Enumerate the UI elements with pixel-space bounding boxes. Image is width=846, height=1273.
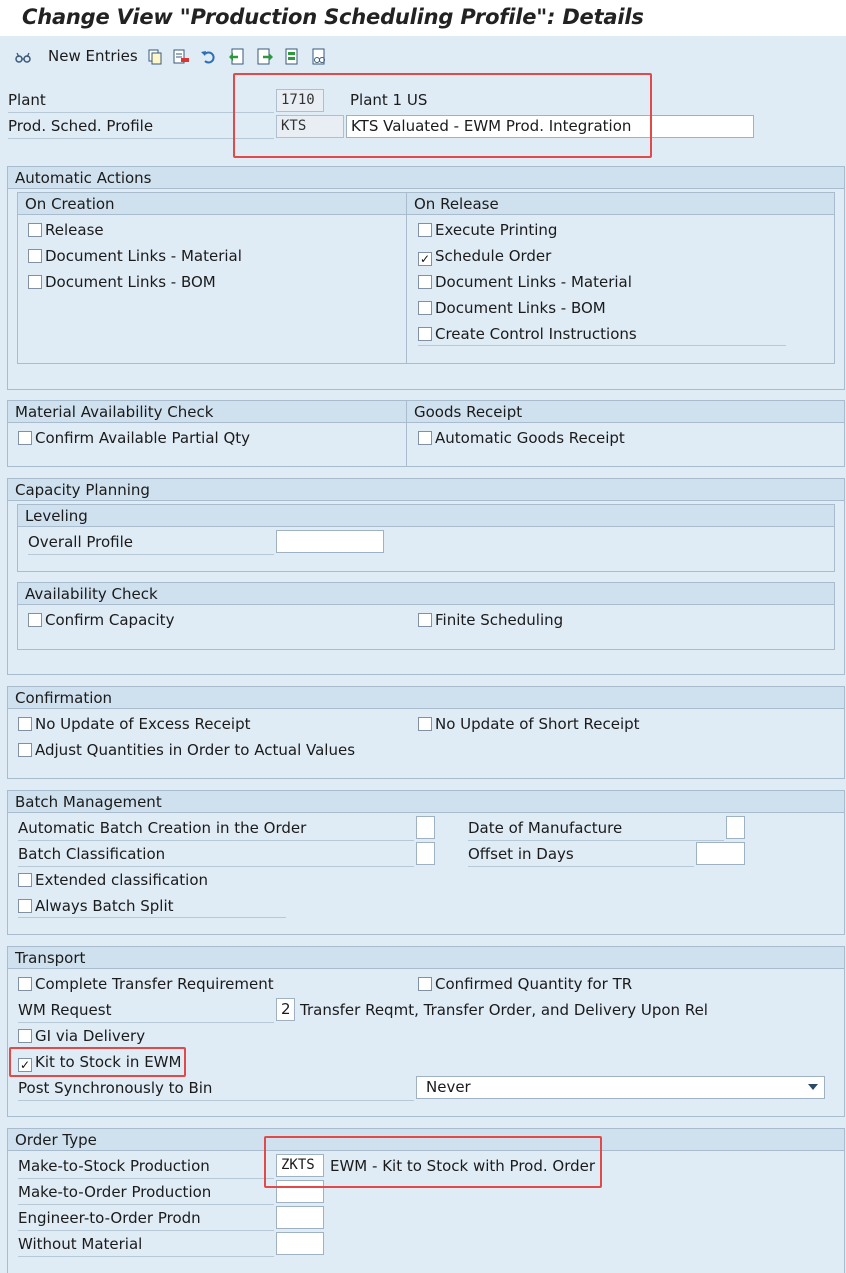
auto-batch-creation-label: Automatic Batch Creation in the Order xyxy=(18,819,307,837)
execute-printing-checkbox[interactable] xyxy=(418,223,432,237)
offset-in-days-field[interactable] xyxy=(696,842,745,865)
doc-links-bom-creation-checkbox[interactable] xyxy=(28,275,42,289)
kit-to-stock-row[interactable]: ✓ Kit to Stock in EWM xyxy=(19,1053,182,1072)
finite-scheduling-row[interactable]: Finite Scheduling xyxy=(418,610,563,630)
toolbar xyxy=(0,38,846,76)
no-update-excess-row[interactable]: No Update of Excess Receipt xyxy=(18,714,250,734)
leveling-title: Leveling xyxy=(18,505,834,527)
offset-in-days-label: Offset in Days xyxy=(468,845,574,863)
capacity-planning-title: Capacity Planning xyxy=(8,479,844,501)
mts-label: Make-to-Stock Production xyxy=(18,1157,210,1175)
profile-label: Prod. Sched. Profile xyxy=(8,117,154,135)
where-used-icon[interactable] xyxy=(310,48,328,66)
adjust-quantities-row[interactable]: Adjust Quantities in Order to Actual Values xyxy=(18,740,355,760)
extended-classification-row[interactable]: Extended classification xyxy=(18,870,208,890)
new-entries-button[interactable]: New Entries xyxy=(48,47,138,65)
no-update-short-row[interactable]: No Update of Short Receipt xyxy=(418,714,640,734)
gi-via-delivery-row[interactable]: GI via Delivery xyxy=(18,1026,145,1046)
always-batch-split-checkbox[interactable] xyxy=(18,899,32,913)
batch-management-title: Batch Management xyxy=(8,791,844,813)
without-material-field[interactable] xyxy=(276,1232,324,1255)
previous-entry-icon[interactable] xyxy=(228,48,246,66)
wm-request-description: Transfer Reqmt, Transfer Order, and Delivery Upon Rel xyxy=(300,1001,708,1019)
kit-to-stock-checkbox[interactable]: ✓ xyxy=(19,1058,31,1072)
wm-request-label: WM Request xyxy=(18,1001,112,1019)
mts-field[interactable]: ZKTS xyxy=(276,1154,324,1177)
confirmed-qty-tr-checkbox[interactable] xyxy=(418,977,432,991)
batch-classification-label: Batch Classification xyxy=(18,845,166,863)
copy-icon[interactable] xyxy=(146,48,164,66)
highlight-box-order-type xyxy=(264,1136,602,1188)
automatic-actions-title: Automatic Actions xyxy=(8,167,844,189)
release-checkbox-row[interactable]: Release xyxy=(28,220,104,240)
material-availability-title: Material Availability Check xyxy=(8,401,407,423)
date-of-manufacture-label: Date of Manufacture xyxy=(468,819,623,837)
auto-batch-creation-field[interactable] xyxy=(416,816,435,839)
doc-links-bom-creation-row[interactable]: Document Links - BOM xyxy=(28,272,216,292)
confirm-partial-qty-checkbox[interactable] xyxy=(18,431,32,445)
undo-icon[interactable] xyxy=(200,48,218,66)
mts-description: EWM - Kit to Stock with Prod. Order xyxy=(330,1157,596,1175)
profile-field: KTS xyxy=(276,115,344,138)
on-creation-title: On Creation xyxy=(18,193,406,215)
confirm-partial-qty-row[interactable]: Confirm Available Partial Qty xyxy=(18,428,250,448)
wm-request-field[interactable]: 2 xyxy=(276,998,295,1021)
confirmation-title: Confirmation xyxy=(8,687,844,709)
post-sync-dropdown[interactable] xyxy=(416,1076,825,1099)
profile-description-field[interactable]: KTS Valuated - EWM Prod. Integration xyxy=(346,115,754,138)
transport-title: Transport xyxy=(8,947,844,969)
mto-label: Make-to-Order Production xyxy=(18,1183,212,1201)
always-batch-split-row[interactable]: Always Batch Split xyxy=(18,896,174,916)
chevron-down-icon[interactable] xyxy=(808,1084,818,1090)
order-type-title: Order Type xyxy=(8,1129,844,1151)
goods-receipt-title: Goods Receipt xyxy=(407,401,844,423)
schedule-order-row[interactable]: ✓ Schedule Order xyxy=(419,247,552,266)
plant-label: Plant xyxy=(8,91,46,109)
plant-field: 1710 xyxy=(276,89,324,112)
extended-classification-checkbox[interactable] xyxy=(18,873,32,887)
finite-scheduling-checkbox[interactable] xyxy=(418,613,432,627)
automatic-goods-receipt-row[interactable]: Automatic Goods Receipt xyxy=(418,428,625,448)
confirm-capacity-row[interactable]: Confirm Capacity xyxy=(28,610,174,630)
gi-via-delivery-checkbox[interactable] xyxy=(18,1029,32,1043)
delete-icon[interactable] xyxy=(172,48,190,66)
complete-transfer-req-row[interactable]: Complete Transfer Requirement xyxy=(18,974,274,994)
confirm-capacity-checkbox[interactable] xyxy=(28,613,42,627)
execute-printing-row[interactable]: Execute Printing xyxy=(418,220,557,240)
automatic-goods-receipt-checkbox[interactable] xyxy=(418,431,432,445)
post-sync-label: Post Synchronously to Bin xyxy=(18,1079,213,1097)
availability-check-title: Availability Check xyxy=(18,583,834,605)
no-update-short-checkbox[interactable] xyxy=(418,717,432,731)
complete-transfer-req-checkbox[interactable] xyxy=(18,977,32,991)
highlight-box-header xyxy=(233,73,652,158)
create-control-instructions-row[interactable]: Create Control Instructions xyxy=(418,324,637,344)
without-material-label: Without Material xyxy=(18,1235,143,1253)
overall-profile-field[interactable] xyxy=(276,530,384,553)
adjust-quantities-checkbox[interactable] xyxy=(18,743,32,757)
overall-profile-label: Overall Profile xyxy=(28,533,134,551)
doc-links-bom-release-checkbox[interactable] xyxy=(418,301,432,315)
doc-links-material-release-checkbox[interactable] xyxy=(418,275,432,289)
select-all-icon[interactable] xyxy=(283,48,301,66)
plant-description: Plant 1 US xyxy=(350,91,428,109)
release-checkbox[interactable] xyxy=(28,223,42,237)
doc-links-material-release-row[interactable]: Document Links - Material xyxy=(418,272,632,292)
no-update-excess-checkbox[interactable] xyxy=(18,717,32,731)
batch-classification-field[interactable] xyxy=(416,842,435,865)
page-title: Change View "Production Scheduling Profile": Details xyxy=(0,0,846,36)
doc-links-bom-release-row[interactable]: Document Links - BOM xyxy=(418,298,606,318)
eto-field[interactable] xyxy=(276,1206,324,1229)
schedule-order-checkbox[interactable]: ✓ xyxy=(419,252,431,266)
glasses-icon[interactable] xyxy=(14,48,32,66)
doc-links-material-creation-checkbox[interactable] xyxy=(28,249,42,263)
highlight-box-kit-to-stock xyxy=(9,1047,186,1077)
leveling-group xyxy=(17,504,835,572)
on-release-title: On Release xyxy=(407,193,834,215)
confirmed-qty-tr-row[interactable]: Confirmed Quantity for TR xyxy=(418,974,632,994)
post-sync-value: Never xyxy=(426,1078,471,1096)
date-of-manufacture-field[interactable] xyxy=(726,816,745,839)
next-entry-icon[interactable] xyxy=(256,48,274,66)
doc-links-material-creation-row[interactable]: Document Links - Material xyxy=(28,246,242,266)
create-control-instructions-checkbox[interactable] xyxy=(418,327,432,341)
eto-label: Engineer-to-Order Prodn xyxy=(18,1209,201,1227)
